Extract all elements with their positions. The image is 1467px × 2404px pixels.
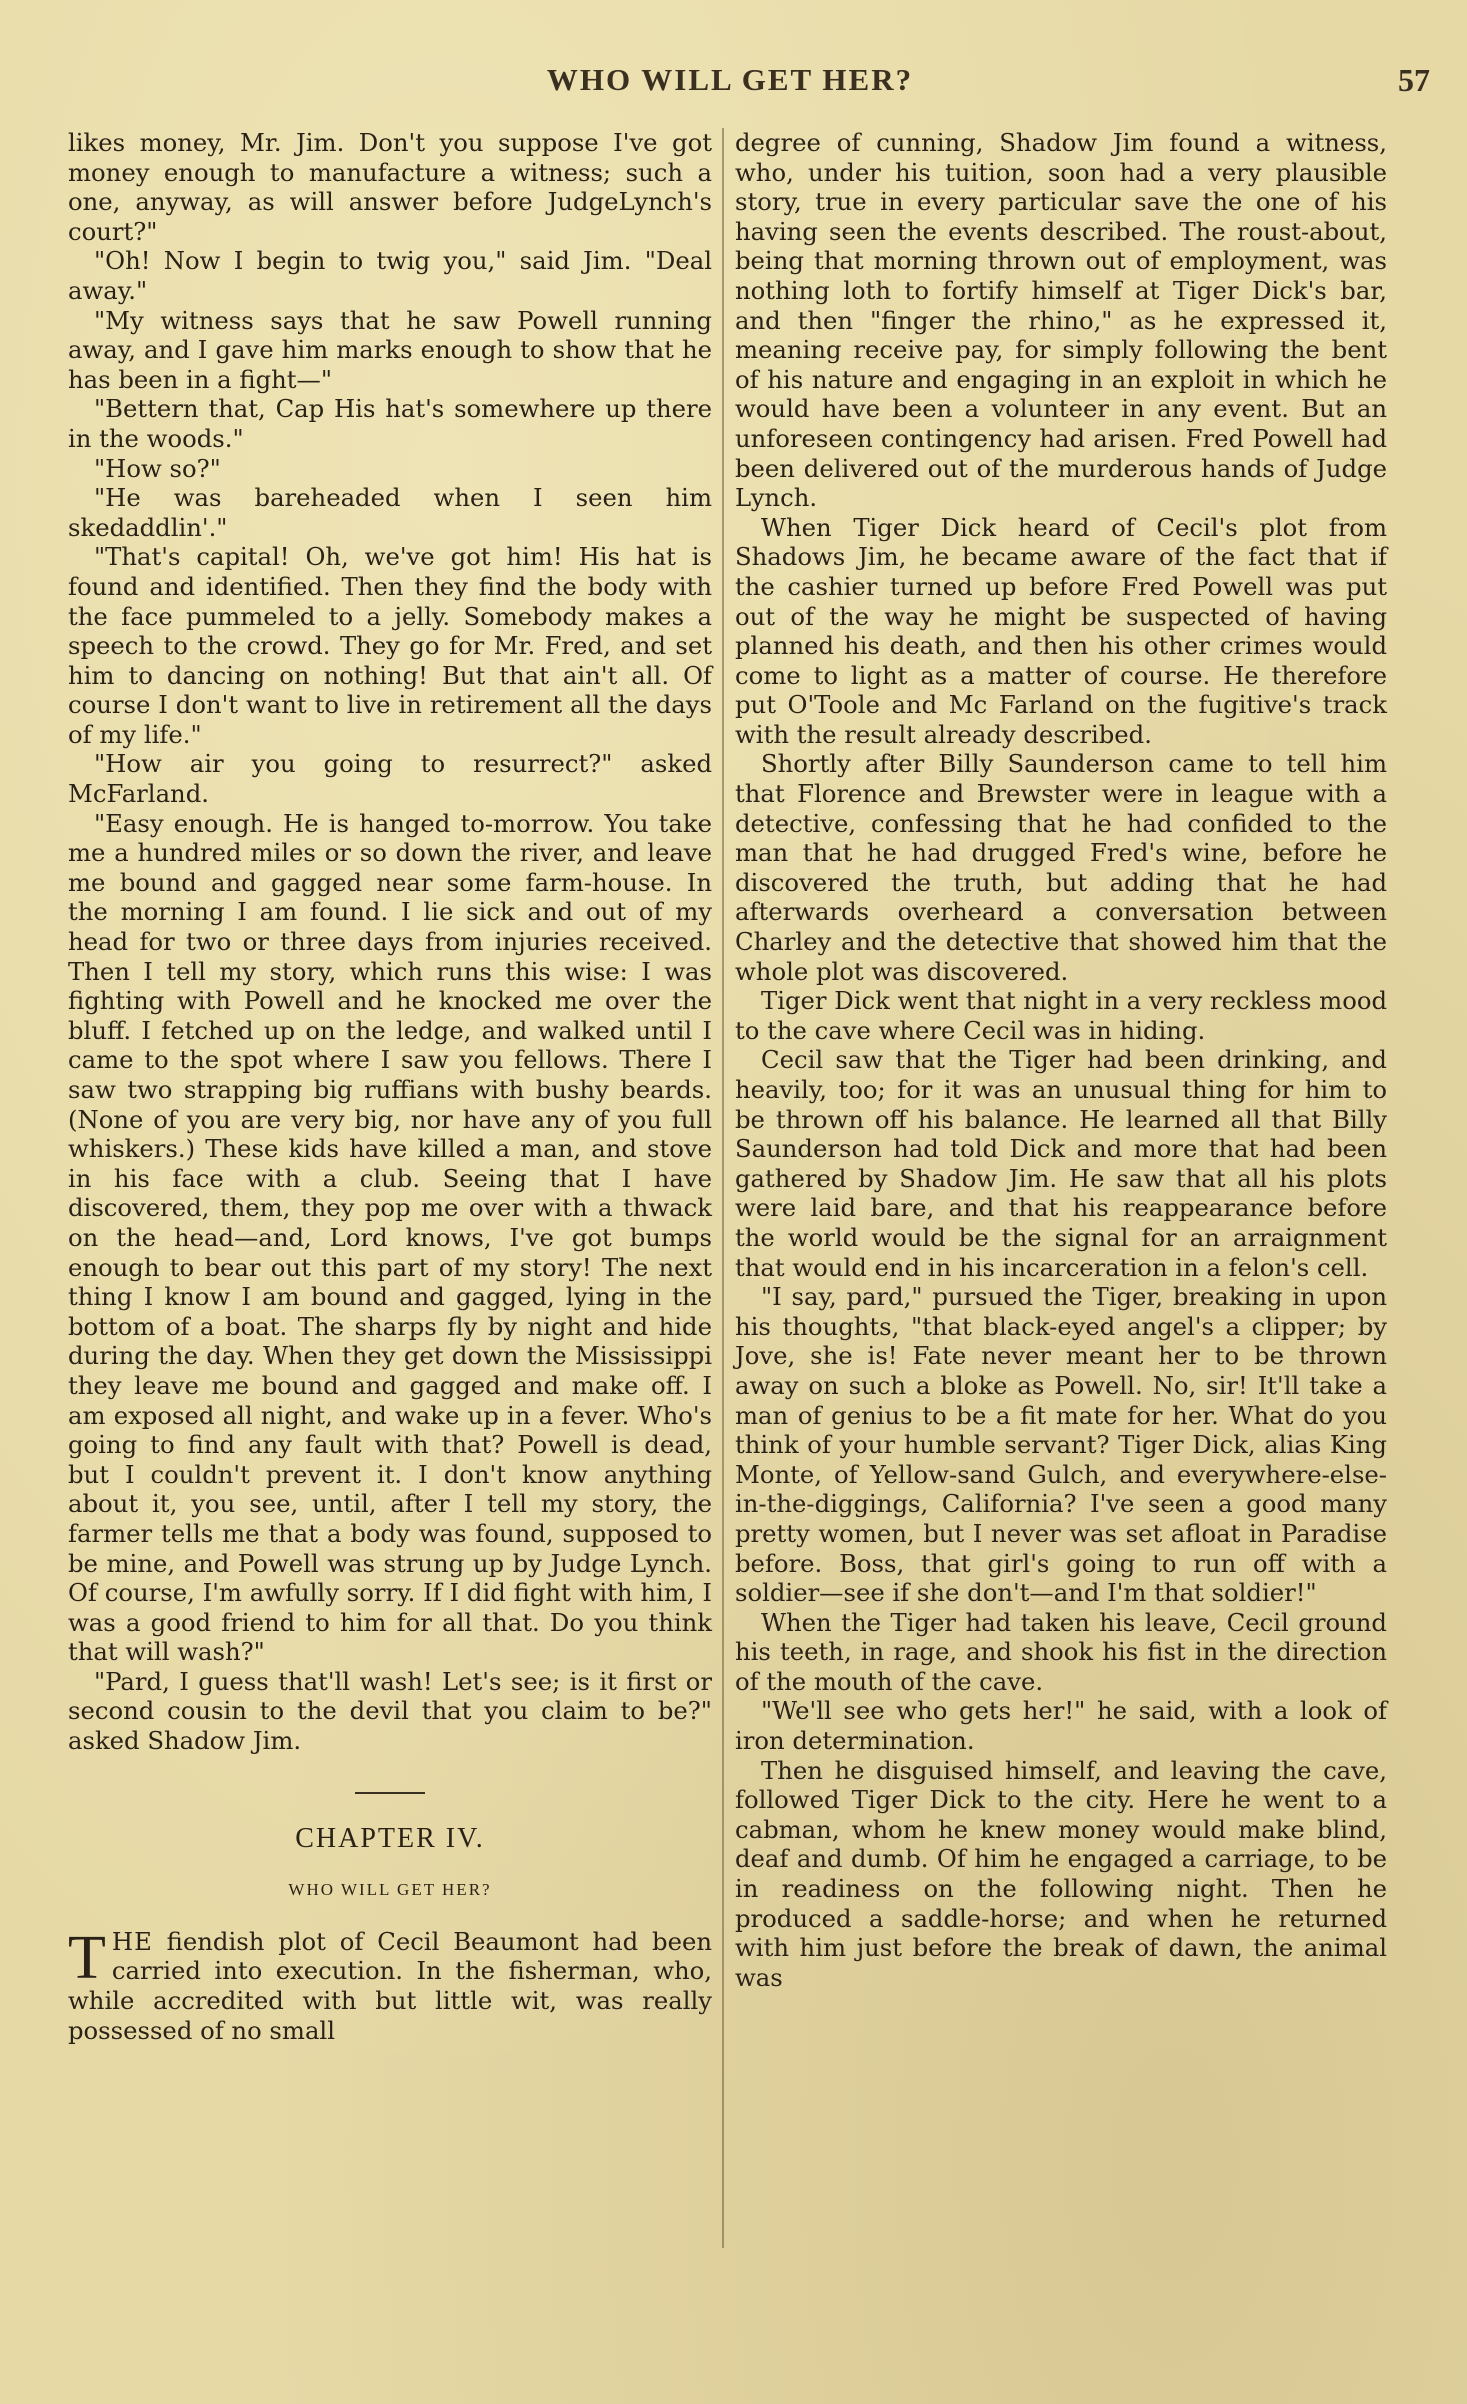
paragraph: "He was bareheaded when I seen him skedaddlin'." — [68, 483, 712, 542]
paragraph: "How air you going to resurrect?" asked McFarland. — [68, 749, 712, 809]
page-header — [60, 62, 1430, 112]
chapter-opening-paragraph — [68, 1923, 712, 2045]
paragraph: Shortly after Billy Saunderson came to tell him that Florence and Brewster were in league with a detective, confessing that he had confided to the man that he had drugged Fred's wine, before he discovered the truth, but adding that he had afterwards overheard a conversation between Charley and the detective that showed him that the whole plot was discovered. — [735, 749, 1387, 986]
drop-cap: T — [68, 1923, 106, 1992]
opening-word: HE — [111, 1926, 153, 1956]
paragraph: Tiger Dick went that night in a very reckless mood to the cave where Cecil was in hiding. — [735, 986, 1387, 1045]
running-title: WHO WILL GET HER? — [546, 62, 914, 97]
left-column — [68, 128, 712, 2045]
column-divider — [722, 128, 724, 2248]
paragraph: Cecil saw that the Tiger had been drinking, and heavily, too; for it was an unusual thing for him to be thrown off his balance. He learned all that Billy Saunderson had told Dick and more that had been gathered by Shadow Jim. He saw that all his plots were laid bare, and that his reappearance before the world would be the signal for an arraignment that would end in his incarceration in a felon's cell. — [735, 1045, 1387, 1282]
paragraph: When the Tiger had taken his leave, Cecil ground his teeth, in rage, and shook his fist in the direction of the mouth of the cave. — [735, 1607, 1387, 1696]
chapter-title: CHAPTER IV. — [295, 1822, 485, 1854]
paragraph: "Bettern that, Cap His hat's somewhere up there in the woods." — [68, 394, 712, 453]
paragraph: "I say, pard," pursued the Tiger, breaking in upon his thoughts, "that black-eyed angel's a clipper; by Jove, she is! Fate never meant her to be thrown away on such a bloke as Powell. No, sir! It'll take a man of genius to be a fit mate for her. What do you think of your humble servant? Tiger Dick, alias King Monte, of Yellow-sand Gulch, and everywhere-else-in-the-diggings, California? I've seen a good many pretty women, but I never was set afloat in Paradise before. Boss, that girl's going to run off with a soldier—see if she don't—and I'm that soldier!" — [735, 1282, 1387, 1608]
paragraph: "How so?" — [94, 453, 221, 483]
paragraph: When Tiger Dick heard of Cecil's plot from Shadows Jim, he became aware of the fact that if the cashier turned up before Fred Powell was put out of the way he might be suspected of having planned his death, and then his other crimes would come to light as a matter of course. He therefore put O'Toole and Mc Farland on the fugitive's track with the result already described. — [735, 512, 1387, 749]
paragraph: "My witness says that he saw Powell running away, and I gave him marks enough to show that he has been in a fight—" — [68, 305, 712, 394]
paragraph: "We'll see who gets her!" he said, with a look of iron determination. — [735, 1696, 1387, 1756]
paragraph: "Oh! Now I begin to twig you," said Jim. "Deal away." — [68, 246, 712, 305]
page-number: 57 — [1398, 62, 1430, 98]
section-separator — [355, 1792, 425, 1794]
paragraph: "Easy enough. He is hanged to-morrow. You take me a hundred miles or so down the river, and leave me bound and gagged near some farm-house. In the morning I am found. I lie sick and out of my head for two or three days from injuries received. Then I tell my story, which runs this wise: I was fighting with Powell and he knocked me over the bluff. I fetched up on the ledge, and walked until I came to the spot where I saw you fellows. There I saw two strapping big ruffians with bushy beards. (None of you are very big, nor have any of you full whiskers.) These kids have killed a man, and stove in his face with a club. Seeing that I have discovered, them, they pop me over with a thwack on the head—and, Lord knows, I've got bumps enough to bear out this part of my story! The next thing I know I am bound and gagged, lying in the bottom of a boat. The sharps fly by night and hide during the day. When they get down the Mississippi they leave me bound and gagged and make off. I am exposed all night, and wake up in a fever. Who's going to find any fault with that? Powell is dead, but I couldn't prevent it. I don't know anything about it, you see, until, after I tell my story, the farmer tells me that a body was found, supposed to be mine, and Powell was strung up by Judge Lynch. Of course, I'm awfully sorry. If I did fight with him, I was a good friend to him for all that. Do you think that will wash?" — [68, 808, 712, 1667]
right-column — [735, 128, 1387, 1992]
opening-text: fiendish plot of Cecil Beaumont had been carried into execution. In the fisherman, who, while accredited with but little wit, was really possessed of no small — [68, 1926, 712, 2045]
paragraph: likes money, Mr. Jim. Don't you suppose I've got money enough to manufacture a witness; such a one, anyway, as will answer before JudgeLynch's court?" — [68, 128, 712, 246]
paragraph: degree of cunning, Shadow Jim found a witness, who, under his tuition, soon had a very plausible story, true in every particular save the one of his having seen the events described. The roust-about, being that morning thrown out of employment, was nothing loth to fortify himself at Tiger Dick's bar, and then "finger the rhino," as he expressed it, meaning receive pay, for simply following the bent of his nature and engaging in an exploit in which he would have been a volunteer in any event. But an unforeseen contingency had arisen. Fred Powell had been delivered out of the murderous hands of Judge Lynch. — [735, 128, 1387, 513]
paragraph: "That's capital! Oh, we've got him! His hat is found and identified. Then they find the body with the face pummeled to a jelly. Somebody makes a speech to the crowd. They go for Mr. Fred, and set him to dancing on nothing! But that ain't all. Of course I don't want to live in retirement all the days of my life." — [68, 542, 712, 749]
paragraph: "Pard, I guess that'll wash! Let's see; is it first or second cousin to the devil that you claim to be?" asked Shadow Jim. — [68, 1666, 712, 1756]
paragraph: Then he disguised himself, and leaving the cave, followed Tiger Dick to the city. Here he went to a cabman, whom he knew money would make blind, deaf and dumb. Of him he engaged a carriage, to be in readiness on the following night. Then he produced a saddle-horse; and when he returned with him just before the break of dawn, the animal was — [735, 1755, 1387, 1992]
chapter-subtitle: WHO WILL GET HER? — [288, 1880, 492, 1900]
